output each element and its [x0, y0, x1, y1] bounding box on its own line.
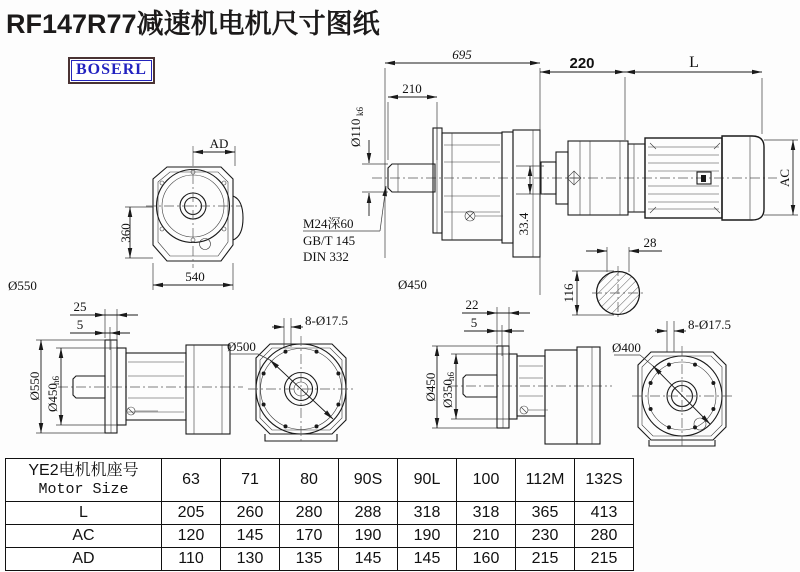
table-header-row: [6, 459, 634, 502]
bottom-view-3: [423, 297, 612, 444]
cell: 365: [516, 502, 575, 525]
dim-540: 540: [185, 269, 205, 284]
svg-text:k6: k6: [355, 107, 365, 116]
cell: 145: [221, 525, 280, 548]
row-label: AC: [6, 525, 162, 548]
page-title: RF147R77减速机电机尺寸图纸: [6, 9, 380, 39]
cell: 280: [280, 502, 339, 525]
svg-text:h6: h6: [51, 376, 61, 385]
cell: 190: [339, 525, 398, 548]
table-header-cn: YE2电机机座号: [28, 462, 139, 480]
col-header: 63: [162, 459, 221, 502]
cell: 215: [516, 548, 575, 571]
note-gbt: GB/T 145: [303, 233, 356, 248]
col-header: 112M: [516, 459, 575, 502]
cell: 160: [457, 548, 516, 571]
dim-AD: AD: [209, 136, 229, 151]
cell: 190: [398, 525, 457, 548]
cell: 135: [280, 548, 339, 571]
row-label: L: [6, 502, 162, 525]
cell: 230: [516, 525, 575, 548]
svg-text:h6: h6: [446, 372, 456, 381]
eyebolt-symbol: [567, 171, 581, 185]
label-v1-outer: Ø550: [27, 371, 42, 401]
dim-L: L: [689, 54, 699, 71]
table-row-AD: [6, 548, 634, 571]
cell: 288: [339, 502, 398, 525]
dim-33-4: 33.4: [516, 212, 531, 236]
label-v3-inner: [440, 372, 456, 409]
brand-logo-text: BOSERL: [76, 61, 147, 78]
col-header: 132S: [575, 459, 634, 502]
cell: 170: [280, 525, 339, 548]
svg-text:Ø110: Ø110: [348, 118, 363, 147]
label-shaft-dia: [348, 107, 365, 148]
cell: 318: [398, 502, 457, 525]
table-row-L: [6, 502, 634, 525]
table-header-en: Motor Size: [38, 480, 129, 498]
cell: 260: [221, 502, 280, 525]
dim-360: 360: [118, 223, 133, 243]
label-v4-holes: 8-Ø17.5: [688, 317, 731, 332]
dim-695: 695: [452, 47, 472, 62]
motor-size-table: [5, 458, 634, 571]
dim-220: 220: [569, 55, 595, 72]
label-dia550-top: Ø550: [8, 278, 37, 293]
dim-28: 28: [643, 235, 657, 250]
shaft-section-view: [561, 235, 662, 320]
bottom-view-2: [227, 313, 354, 442]
table-header-motor-size: [6, 459, 162, 502]
col-header: 90S: [339, 459, 398, 502]
label-v3-outer: Ø450: [423, 372, 438, 402]
label-dia450-center: Ø450: [398, 277, 427, 292]
dim-210: 210: [402, 81, 422, 96]
cell: 130: [221, 548, 280, 571]
dim-25: 25: [73, 299, 87, 314]
bottom-view-1: [27, 299, 243, 434]
gearbox-front-view: [118, 136, 243, 290]
cell: 215: [575, 548, 634, 571]
cell: 110: [162, 548, 221, 571]
col-header: 90L: [398, 459, 457, 502]
note-thread: M24深60: [303, 216, 354, 231]
col-header: 100: [457, 459, 516, 502]
cell: 145: [339, 548, 398, 571]
dim-5: 5: [76, 317, 84, 332]
svg-text:Ø350: Ø350: [440, 379, 455, 408]
cell: 120: [162, 525, 221, 548]
svg-text:Ø450: Ø450: [45, 383, 60, 412]
label-v2-dia: Ø500: [227, 339, 256, 354]
gearbox-side-view: [303, 47, 798, 295]
label-v2-holes: 8-Ø17.5: [305, 313, 348, 328]
col-header: 71: [221, 459, 280, 502]
dim-5b: 5: [470, 315, 478, 330]
label-v4-dia: Ø400: [612, 340, 641, 355]
col-header: 80: [280, 459, 339, 502]
cell: 205: [162, 502, 221, 525]
row-label: AD: [6, 548, 162, 571]
cell: 280: [575, 525, 634, 548]
table-row-AC: [6, 525, 634, 548]
cell: 413: [575, 502, 634, 525]
bottom-view-4: [612, 317, 732, 448]
dim-AC: AC: [777, 168, 792, 188]
dim-22: 22: [465, 297, 479, 312]
cell: 318: [457, 502, 516, 525]
label-v1-inner: [45, 376, 61, 413]
note-din: DIN 332: [303, 249, 349, 264]
cell: 210: [457, 525, 516, 548]
cell: 145: [398, 548, 457, 571]
dim-116: 116: [561, 283, 576, 303]
